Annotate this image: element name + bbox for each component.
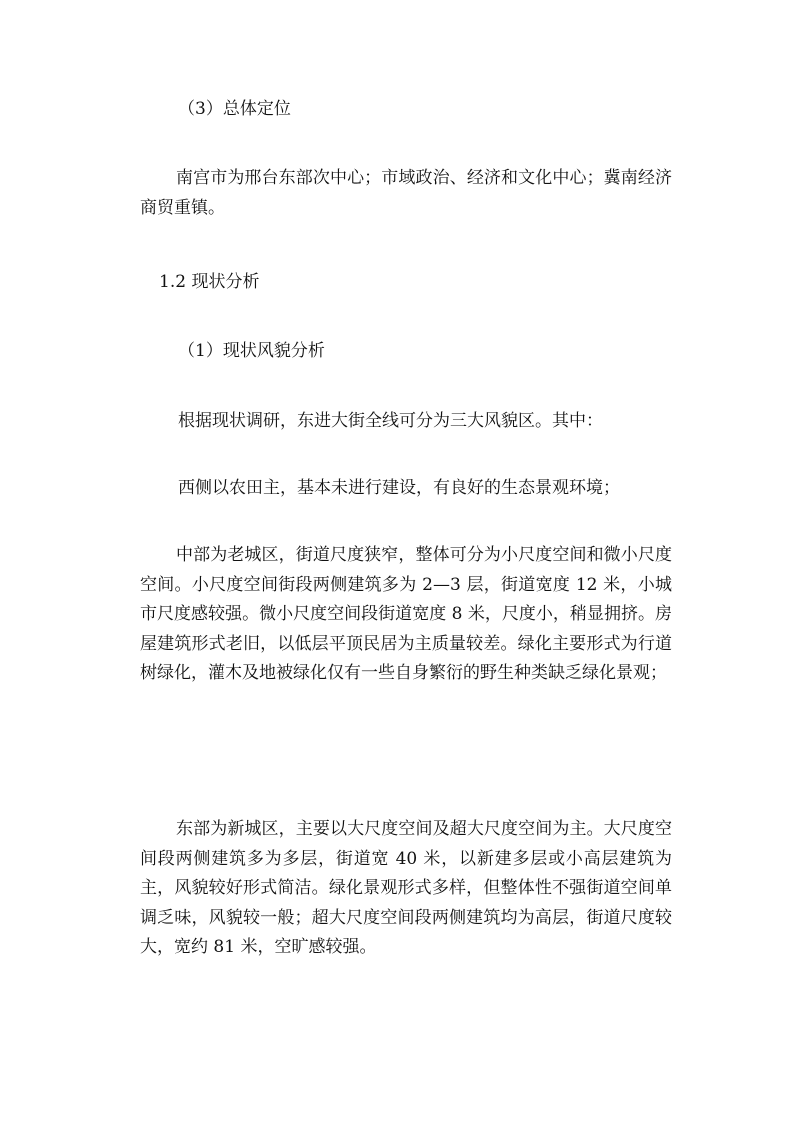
paragraph-east-zone: 东部为新城区，主要以大尺度空间及超大尺度空间为主。大尺度空间段两侧建筑多为多层，街道宽 40 米，以新建多层或小高层建筑为主，风貌较好形式简洁。绿化景观形式多样，但整体性不强街道空间单调乏味，风貌较一般；超大尺度空间段两侧建筑均为高层，街道尺度较大，宽约 81 米，空旷感较强。 — [140, 819, 672, 957]
paragraph-central-zone: 中部为老城区，街道尺度狭窄，整体可分为小尺度空间和微小尺度空间。小尺度空间街段两侧建筑多为 2—3 层，街道宽度 12 米，小城市尺度感较强。微小尺度空间段街道宽度 8 米，尺度小，稍显拥挤。房屋建筑形式老旧，以低层平顶民居为主质量较差。绿化主要形式为行道树绿化，灌木及地被绿化仅有一些自身繁衍的野生种类缺乏绿化景观； — [140, 545, 672, 683]
paragraph-positioning: 南宫市为邢台东部次中心；市域政治、经济和文化中心；冀南经济商贸重镇。 — [140, 168, 672, 218]
section-title-status-analysis: 1.2 现状分析 — [159, 272, 260, 292]
subheading-style-analysis: （1）现状风貌分析 — [178, 341, 325, 361]
paragraph-west-zone: 西侧以农田主，基本未进行建设，有良好的生态景观环境； — [178, 478, 620, 498]
heading-overall-positioning: （3）总体定位 — [178, 99, 291, 119]
paragraph-survey: 根据现状调研，东进大街全线可分为三大风貌区。其中： — [178, 411, 603, 431]
